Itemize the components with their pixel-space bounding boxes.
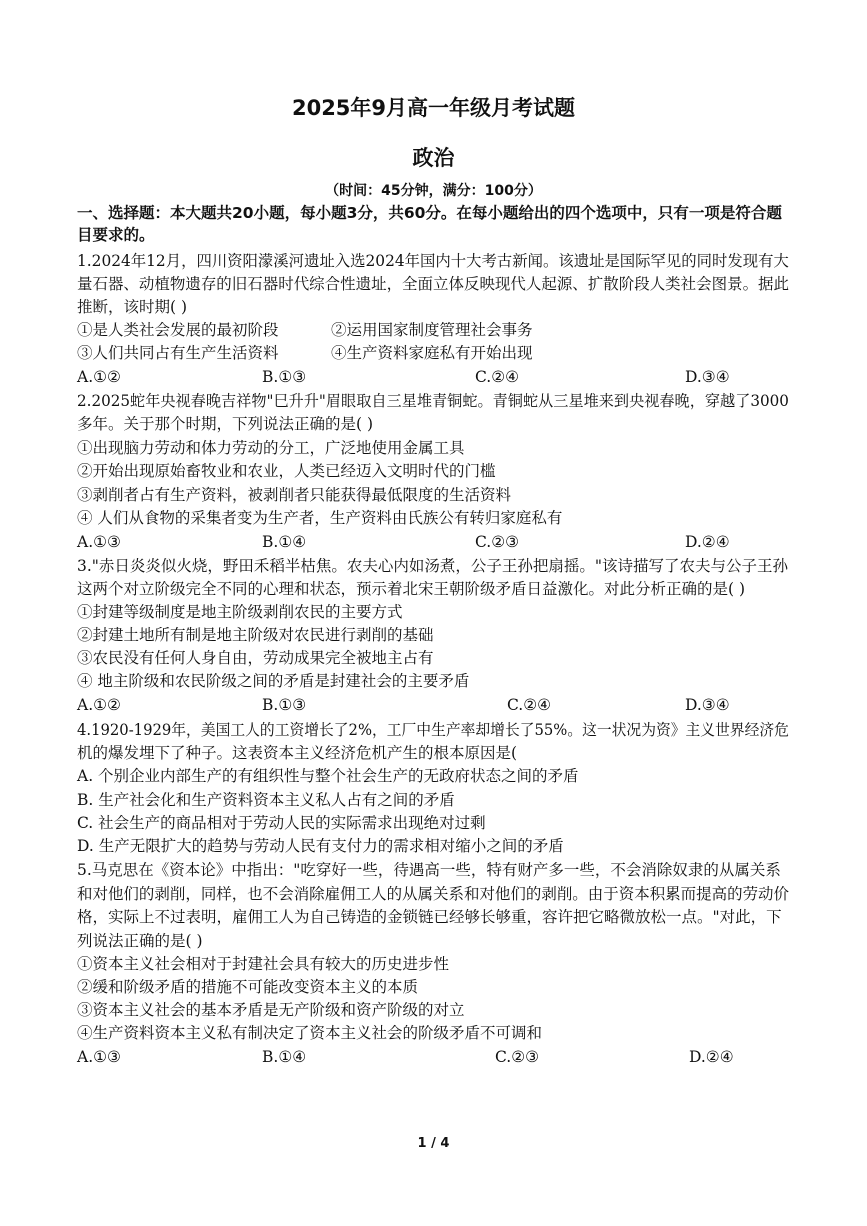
q5-line2: 和对他们的剥削，同样，也不会消除雇佣工人的从属关系和对他们的剥削。由于资本积累而提高的劳动价 [77, 885, 790, 903]
q5-statement-3: ③资本主义社会的基本矛盾是无产阶级和资产阶级的对立 [77, 1001, 465, 1019]
q2-option-c: C.②③ [475, 533, 520, 551]
q3-statement-1: ①封建等级制度是地主阶级剥削农民的主要方式 [77, 603, 403, 621]
q1-option-c: C.②④ [475, 368, 520, 386]
q1-option-a: A.①② [77, 368, 121, 386]
q5-option-d: D.②④ [689, 1048, 734, 1066]
page-number: 1 / 4 [417, 1136, 450, 1151]
q1-statement-2: ②运用国家制度管理社会事务 [331, 321, 533, 339]
q5-option-b: B.①④ [262, 1048, 307, 1066]
q5-statement-1: ①资本主义社会相对于封建社会具有较大的历史进步性 [77, 955, 450, 973]
q1-line2: 量石器、动植物遗存的旧石器时代综合性遗址，全面立体反映现代人起源、扩散阶段人类社会图景。据此 [77, 275, 790, 293]
q2-option-b: B.①④ [262, 533, 307, 551]
q1-statement-row2 [77, 342, 787, 364]
q5-option-c: C.②③ [495, 1048, 540, 1066]
q3-option-a: A.①② [77, 696, 121, 714]
q2-options [77, 531, 787, 553]
q2-line2: 多年。关于那个时期，下列说法正确的是( ) [77, 415, 374, 433]
q3-option-b: B.①③ [262, 696, 307, 714]
q3-option-d: D.③④ [685, 696, 730, 714]
q4-line1: 4.1920-1929年，美国工人的工资增长了2%，工厂中生产率却增长了55%。这一状况为资》主义世界经济危 [77, 721, 789, 739]
q5-line4: 列说法正确的是( ) [77, 932, 203, 950]
q4-line2: 机的爆发埋下了种子。这表资本主义经济危机产生的根本原因是( [77, 744, 518, 762]
q3-line2: 这两个对立阶级完全不同的心理和状态，预示着北宋王朝阶级矛盾日益激化。对此分析正确的是( ) [77, 580, 746, 598]
exam-title: 2025年9月高一年级月考试题 [291, 96, 576, 120]
q5-statement-2: ②缓和阶级矛盾的措施不可能改变资本主义的本质 [77, 978, 419, 996]
q1-statement-row1 [77, 319, 787, 341]
q3-options [77, 694, 787, 716]
q3-line1: 3."赤日炎炎似火烧，野田禾稻半枯焦。农夫心内如汤煮，公子王孙把扇摇。"该诗描写了农夫与公子王孙 [77, 557, 789, 575]
q5-option-a: A.①③ [77, 1048, 121, 1066]
q1-statement-3: ③人们共同占有生产生活资料 [77, 344, 279, 362]
q5-line1: 5.马克思在《资本论》中指出："吃穿好一些，待遇高一些，特有财产多一些，不会消除奴隶的从属关系 [77, 861, 781, 879]
section-instructions-line2: 目要求的。 [77, 226, 155, 244]
q2-option-d: D.②④ [685, 533, 730, 551]
q5-statement-4: ④生产资料资本主义私有制决定了资本主义社会的阶级矛盾不可调和 [77, 1024, 543, 1042]
q1-line1: 1.2024年12月，四川资阳濛溪河遗址入选2024年国内十大考古新闻。该遗址是国际罕见的同时发现有大 [77, 252, 789, 270]
subject-title: 政治 [412, 146, 455, 170]
q1-option-d: D.③④ [685, 368, 730, 386]
q2-option-a: A.①③ [77, 533, 121, 551]
q1-option-b: B.①③ [262, 368, 307, 386]
q1-statement-4: ④生产资料家庭私有开始出现 [331, 344, 533, 362]
q4-option-d: D. 生产无限扩大的趋势与劳动人民有支付力的需求相对缩小之间的矛盾 [77, 837, 564, 855]
q1-options [77, 366, 787, 388]
q2-statement-2: ②开始出现原始畜牧业和农业，人类已经迈入文明时代的门槛 [77, 462, 496, 480]
q3-statement-4: ④ 地主阶级和农民阶级之间的矛盾是封建社会的主要矛盾 [77, 672, 470, 690]
section-instructions-line1: 一、选择题：本大题共20小题，每小题3分，共60分。在每小题给出的四个选项中，只有一项是符合题 [77, 204, 782, 222]
q2-statement-4: ④ 人们从食物的采集者变为生产者，生产资料由氏族公有转归家庭私有 [77, 509, 563, 527]
q3-option-c: C.②④ [507, 696, 552, 714]
q4-option-a: A. 个别企业内部生产的有组织性与整个社会生产的无政府状态之间的矛盾 [77, 767, 579, 785]
q5-line3: 格，实际上不过表明，雇佣工人为自己铸造的金锁链已经够长够重，容许把它略微放松一点。"对此，下 [77, 908, 782, 926]
q3-statement-3: ③农民没有任何人身自由，劳动成果完全被地主占有 [77, 649, 434, 667]
q1-line3: 推断，该时期( ) [77, 298, 188, 316]
q4-option-b: B. 生产社会化和生产资料资本主义私人占有之间的矛盾 [77, 791, 455, 809]
q4-option-c: C. 社会生产的商品相对于劳动人民的实际需求出现绝对过剩 [77, 814, 486, 832]
q3-statement-2: ②封建土地所有制是地主阶级对农民进行剥削的基础 [77, 626, 434, 644]
time-info: （时间：45分钟，满分：100分） [325, 183, 542, 199]
q5-options [77, 1046, 787, 1068]
q2-line1: 2.2025蛇年央视春晚吉祥物"巳升升"眉眼取自三星堆青铜蛇。青铜蛇从三星堆来到央视春晚，穿越了3000 [77, 392, 789, 410]
q1-statement-1: ①是人类社会发展的最初阶段 [77, 321, 279, 339]
q2-statement-1: ①出现脑力劳动和体力劳动的分工，广泛地使用金属工具 [77, 439, 465, 457]
q2-statement-3: ③剥削者占有生产资料，被剥削者只能获得最低限度的生活资料 [77, 486, 512, 504]
